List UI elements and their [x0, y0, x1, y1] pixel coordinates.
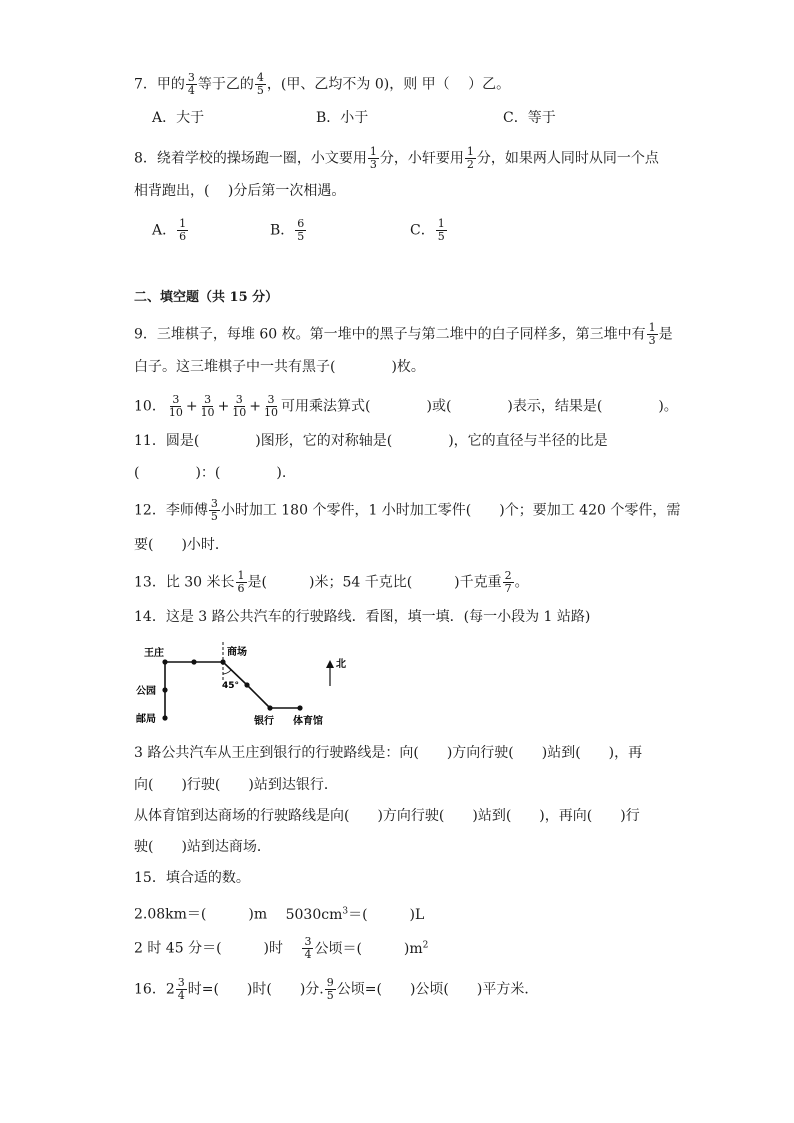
question-11: 11．圆是( )图形，它的对称轴是( )，它的直径与半径的比是	[134, 433, 608, 449]
q15-time-conversion: 2 时 45 分＝( )时	[134, 940, 283, 957]
q8-fraction-2: $\frac{1}{2}$	[466, 145, 474, 171]
stop-yinhang	[267, 705, 272, 710]
q7-option-b[interactable]: B．小于	[316, 110, 369, 126]
q13-fraction-2: $\frac{2}{7}$	[504, 569, 512, 595]
q15-volume-conversion: $5030cm^3=$( )L	[285, 906, 425, 923]
label-tiyuguan: 体育馆	[293, 716, 323, 727]
q10-term-3: $\frac{3}{10}$	[232, 393, 247, 419]
q7-text-pre: 7．甲的	[134, 76, 185, 93]
label-north: 北	[336, 659, 346, 670]
q14-route-b-line-1: 从体育馆到达商场的行驶路线是向( )方向行驶( )站到( )，再向( )行	[134, 808, 640, 824]
q10-text-post: 可用乘法算式( )或( )表示，结果是( )。	[281, 398, 678, 415]
question-16: 16．2 $\frac{3}{4}$ 时=( )时( )分. $\frac{9}{5}$ 公顷=( )公顷( )平方米．	[134, 976, 539, 1002]
q16-fraction-1: $\frac{3}{4}$	[177, 976, 185, 1002]
q15-area-conversion: $\frac{3}{4}$ 公顷＝( )$m^2$	[304, 935, 429, 962]
q14-route-b-line-2: 驶( )站到达商场．	[134, 839, 271, 855]
stop-shangchang	[220, 659, 225, 664]
question-15: 15．填合适的数。	[134, 870, 250, 886]
label-gongyuan: 公园	[136, 686, 156, 697]
question-10: 10． $\frac{3}{10}$ + $\frac{3}{10}$ + $\frac{3}{10}$ + $\frac{3}{10}$ 可用乘法算式( )或( )表示，结果是( )。	[134, 393, 678, 419]
label-yinhang: 银行	[254, 716, 274, 727]
stop-between	[191, 659, 196, 664]
section-2-heading: 二、填空题（共 15 分）	[134, 290, 279, 305]
question-7	[134, 72, 510, 97]
stop-tiyuguan	[297, 705, 302, 710]
question-13: 13．比 30 米长 $\frac{1}{6}$ 是( )米；54 千克比( )千克重 $\frac{2}{7}$ 。	[134, 569, 529, 595]
q12-line-2: 要( )小时．	[134, 537, 229, 553]
q15-row-1	[134, 901, 424, 925]
q13-fraction-1: $\frac{1}{6}$	[237, 569, 245, 595]
q7-option-a[interactable]: A．大于	[152, 110, 205, 126]
q15-length-conversion: 2.08km＝( )m	[134, 906, 268, 923]
question-14: 14．这是 3 路公共汽车的行驶路线．看图，填一填．(每一小段为 1 站路)	[134, 609, 591, 625]
q9-line-2: 白子。这三堆棋子中一共有黑子( )枚。	[134, 359, 425, 375]
label-youju: 邮局	[136, 714, 156, 725]
label-angle: 45°	[222, 681, 240, 691]
q9-text-post: 是	[658, 326, 673, 343]
q8-text-pre: 8．绕着学校的操场跑一圈，小文要用	[134, 150, 367, 167]
q8-option-a[interactable]: A． $\frac{1}{6}$	[152, 217, 187, 243]
q15-row-2	[134, 935, 428, 961]
question-12: 12．李师傅 $\frac{3}{5}$ 小时加工 180 个零件，1 小时加工零件( )个；要加工 420 个零件，需	[134, 497, 681, 523]
q14-route-a-line-1: 3 路公共汽车从王庄到银行的行驶路线是：向( )方向行驶( )站到( )，再	[134, 745, 643, 761]
stop-gongyuan	[162, 687, 167, 692]
q14-route-a-line-2: 向( )行驶( )站到达银行．	[134, 777, 338, 793]
stop-wangzhuang	[162, 659, 167, 664]
label-shangchang: 商场	[227, 647, 247, 658]
q8-text-post: 分，如果两人同时从同一个点	[476, 150, 659, 167]
q7-fraction-2: $\frac{4}{5}$	[256, 71, 264, 97]
angle-arc	[223, 670, 231, 674]
bus-route-map	[130, 640, 370, 730]
q7-fraction-1: $\frac{3}{4}$	[187, 71, 195, 97]
q7-text-mid: 等于乙的	[197, 76, 254, 93]
q10-term-2: $\frac{3}{10}$	[200, 393, 215, 419]
stop-middle	[244, 682, 249, 687]
stop-youju	[162, 715, 167, 720]
q8-option-b[interactable]: B． $\frac{6}{5}$	[270, 217, 305, 243]
route-segment-bend-yinhang	[247, 685, 270, 708]
q12-fraction: $\frac{3}{5}$	[210, 497, 218, 523]
question-9	[134, 322, 673, 347]
north-arrowhead-icon	[326, 660, 334, 668]
q9-text-pre: 9．三堆棋子，每堆 60 枚。第一堆中的黑子与第二堆中的白子同样多，第三堆中有	[134, 326, 646, 343]
q8-fraction-1: $\frac{1}{3}$	[369, 145, 377, 171]
q8-text-mid: 分，小轩要用	[379, 150, 464, 167]
q8-line-2: 相背跑出，( )分后第一次相遇。	[134, 183, 346, 199]
q11-line-2: ( )：( ).	[134, 465, 287, 481]
q16-fraction-2: $\frac{9}{5}$	[326, 976, 334, 1002]
q8-option-c[interactable]: C． $\frac{1}{5}$	[410, 217, 445, 243]
q7-option-c[interactable]: C．等于	[503, 110, 556, 126]
q10-term-1: $\frac{3}{10}$	[168, 393, 183, 419]
q9-fraction: $\frac{1}{3}$	[648, 321, 656, 347]
q10-term-4: $\frac{3}{10}$	[264, 393, 279, 419]
q7-text-post: ，(甲、乙均不为 0)，则 甲（ ）乙。	[266, 76, 511, 93]
label-wangzhuang: 王庄	[144, 648, 164, 659]
question-8	[134, 146, 659, 171]
